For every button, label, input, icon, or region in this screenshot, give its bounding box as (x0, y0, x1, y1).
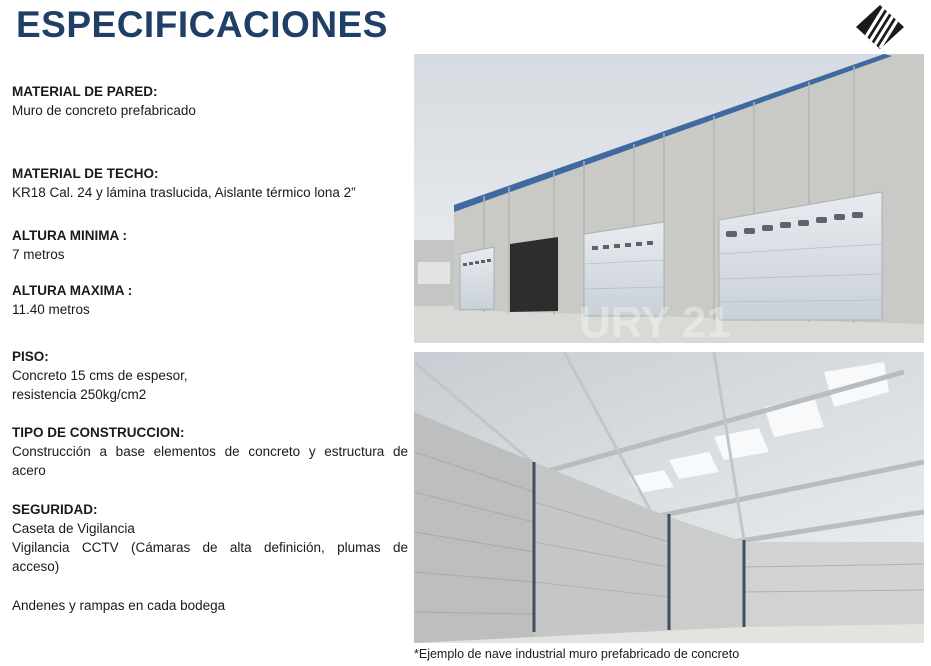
spec-heading: MATERIAL DE TECHO: (12, 166, 159, 181)
spec-value: 11.40 metros (12, 302, 90, 317)
spec-heading: SEGURIDAD: (12, 502, 98, 517)
spec-value: acero (12, 463, 46, 478)
warehouse-exterior-photo (414, 54, 924, 343)
spec-value: acceso) (12, 559, 60, 574)
spec-value: Andenes y rampas en cada bodega (12, 598, 226, 613)
spec-heading: TIPO DE CONSTRUCCION: (12, 425, 185, 440)
spec-value: Caseta de Vigilancia (12, 521, 135, 536)
warehouse-interior-photo (414, 352, 924, 643)
company-logo-icon (855, 4, 905, 50)
spec-security (12, 500, 408, 576)
spec-wall-material (12, 82, 408, 120)
spec-max-height (12, 281, 408, 319)
spec-floor (12, 347, 408, 404)
spec-roof-material (12, 164, 408, 202)
watermark-text: URY 21 (579, 298, 731, 343)
spec-value: Vigilancia CCTV (Cámaras de alta definición, plumas de (12, 540, 408, 555)
spec-value: Concreto 15 cms de espesor, (12, 368, 188, 383)
photo-caption: *Ejemplo de nave industrial muro prefabricado de concreto (414, 647, 740, 661)
spec-value: resistencia 250kg/cm2 (12, 387, 147, 402)
spec-heading: ALTURA MAXIMA : (12, 283, 133, 298)
spec-heading: ALTURA MINIMA : (12, 228, 127, 243)
spec-construction-type (12, 423, 408, 480)
spec-heading: MATERIAL DE PARED: (12, 84, 158, 99)
page-title: ESPECIFICACIONES (16, 4, 388, 45)
spec-heading: PISO: (12, 349, 49, 364)
spec-value: Muro de concreto prefabricado (12, 103, 196, 118)
spec-min-height (12, 226, 408, 264)
spec-value: 7 metros (12, 247, 65, 262)
spec-value: Construcción a base elementos de concreto y estructura de (12, 444, 408, 459)
spec-value: KR18 Cal. 24 y lámina traslucida, Aislante térmico lona 2” (12, 185, 356, 200)
spec-docks (12, 596, 408, 615)
